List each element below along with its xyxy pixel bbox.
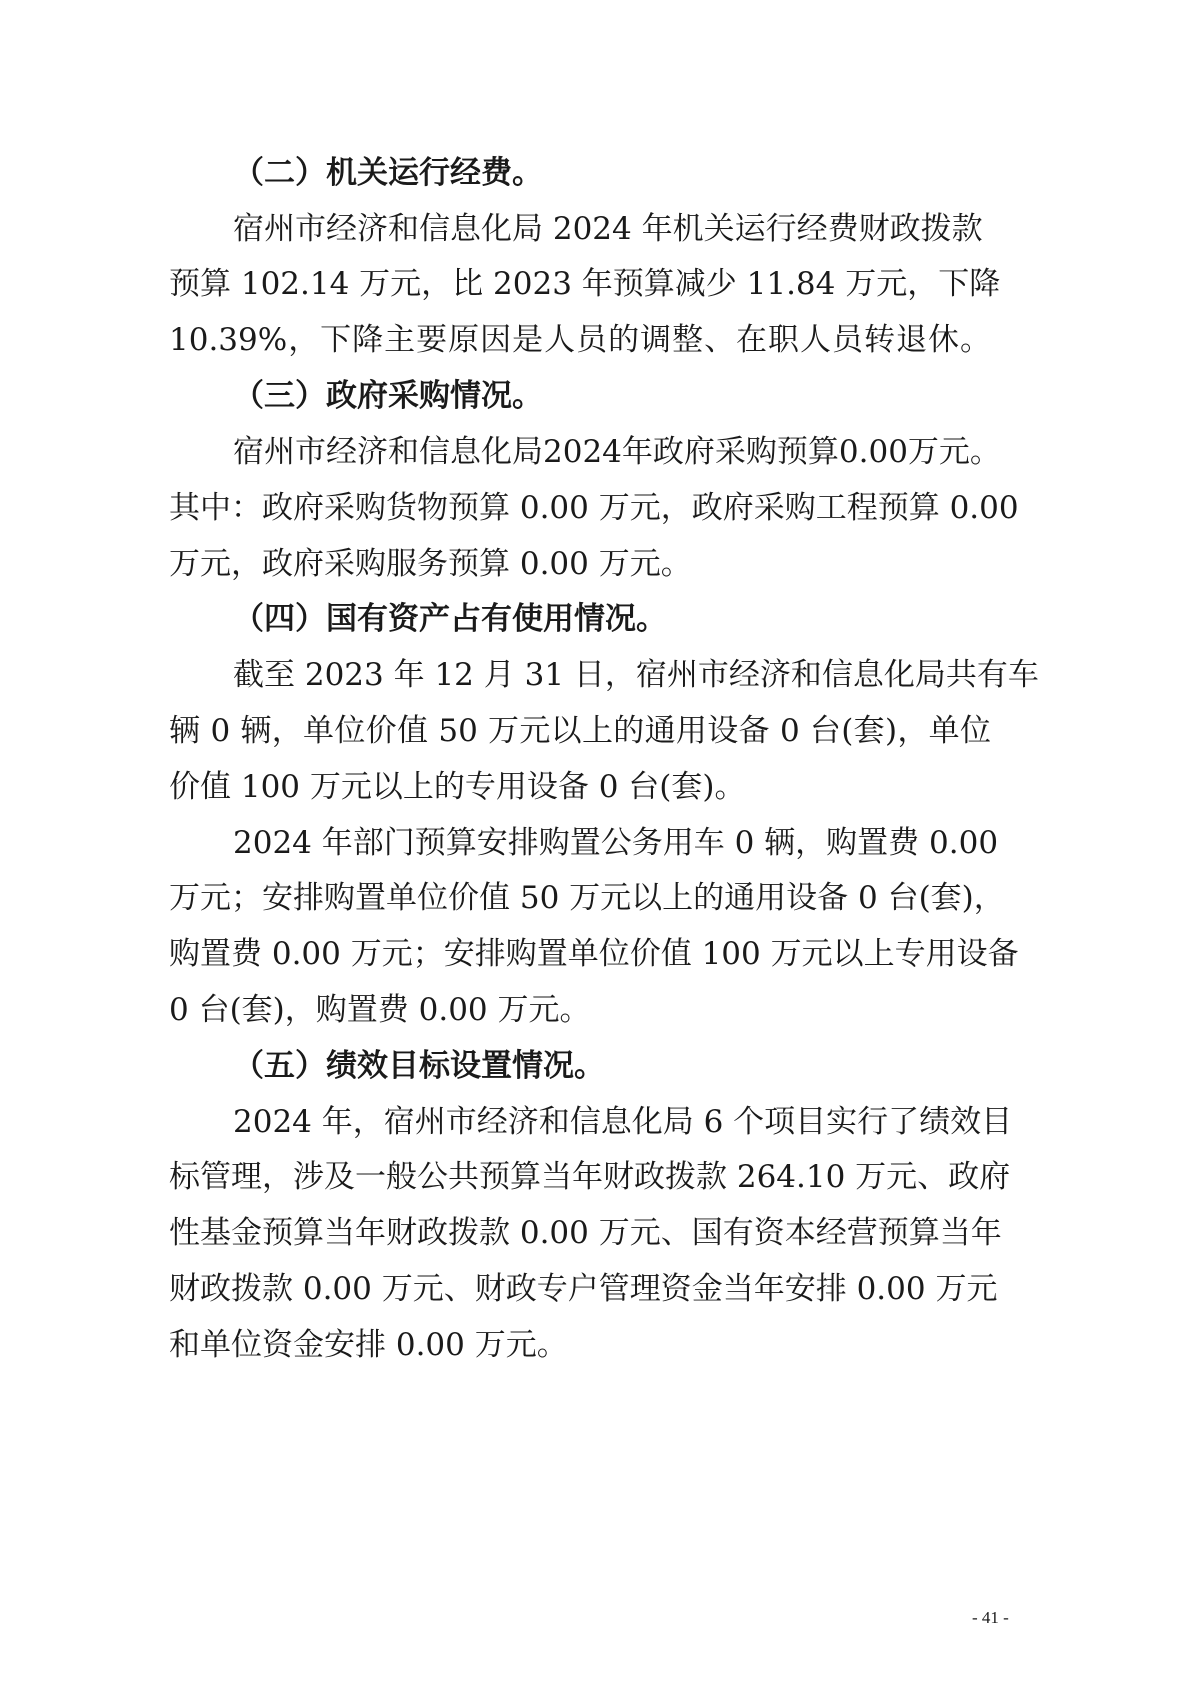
paragraph-line: 宿州市经济和信息化局2024年政府采购预算0.00万元。	[233, 434, 1001, 470]
paragraph-line: 预算 102.14 万元，比 2023 年预算减少 11.84 万元，下降	[169, 266, 1001, 302]
paragraph-line: 购置费 0.00 万元；安排购置单位价值 100 万元以上专用设备	[169, 936, 1019, 972]
paragraph-line: 宿州市经济和信息化局 2024 年机关运行经费财政拨款	[233, 211, 983, 247]
paragraph-line: 0 台(套)，购置费 0.00 万元。	[169, 992, 591, 1028]
paragraph-line: 标管理，涉及一般公共预算当年财政拨款 264.10 万元、政府	[169, 1159, 1011, 1195]
paragraph-line: 万元，政府采购服务预算 0.00 万元。	[169, 546, 692, 582]
paragraph-line: 其中：政府采购货物预算 0.00 万元，政府采购工程预算 0.00	[169, 490, 1019, 526]
paragraph-line: 价值 100 万元以上的专用设备 0 台(套)。	[169, 769, 746, 805]
section-heading-3: （三）政府采购情况。	[233, 378, 543, 414]
page-number: - 41 -	[972, 1608, 1009, 1627]
section-heading-2: （二）机关运行经费。	[233, 155, 543, 191]
paragraph-line: 万元；安排购置单位价值 50 万元以上的通用设备 0 台(套)，	[169, 880, 1005, 916]
paragraph-line: 财政拨款 0.00 万元、财政专户管理资金当年安排 0.00 万元	[169, 1271, 998, 1307]
section-heading-4: （四）国有资产占有使用情况。	[233, 601, 667, 637]
section-heading-5: （五）绩效目标设置情况。	[233, 1048, 605, 1084]
paragraph-line: 性基金预算当年财政拨款 0.00 万元、国有资本经营预算当年	[169, 1215, 1002, 1251]
paragraph-line: 截至 2023 年 12 月 31 日，宿州市经济和信息化局共有车	[233, 657, 1039, 693]
paragraph-line: 辆 0 辆，单位价值 50 万元以上的通用设备 0 台(套)，单位	[169, 713, 991, 749]
paragraph-line: 10.39%，下降主要原因是人员的调整、在职人员转退休。	[169, 322, 991, 358]
paragraph-line: 和单位资金安排 0.00 万元。	[169, 1327, 568, 1363]
paragraph-line: 2024 年部门预算安排购置公务用车 0 辆，购置费 0.00	[233, 825, 999, 861]
paragraph-line: 2024 年，宿州市经济和信息化局 6 个项目实行了绩效目	[233, 1104, 1013, 1140]
